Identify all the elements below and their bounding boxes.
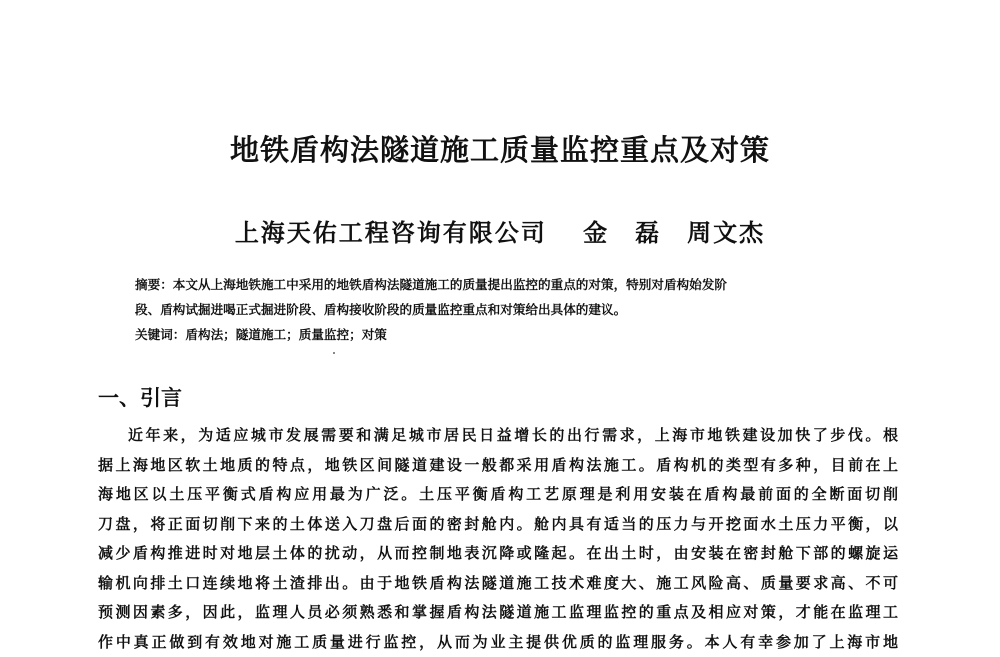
author-line: 上海天佑工程咨询有限公司 金 磊 周文杰 <box>0 213 1000 248</box>
paper-title: 地铁盾构法隧道施工质量监控重点及对策 <box>0 128 1000 169</box>
abstract-text: 段、盾构试掘进喝正式掘进阶段、盾构接收阶段的质量监控重点和对策给出具体的建议。 <box>135 302 626 317</box>
body-line: 刀盘，将正面切削下来的土体送入刀盘后面的密封舱内。舱内具有适当的压力与开挖面水土压力平衡，以 <box>98 510 898 540</box>
abstract-label: 摘要： <box>135 277 173 292</box>
body-line: 输机向排土口连续地将土渣排出。由于地铁盾构法隧道施工技术难度大、施工风险高、质量要求高、不可 <box>98 569 898 599</box>
keywords-text: 盾构法；隧道施工；质量监控；对策 <box>185 327 387 342</box>
section-heading: 一、引言 <box>98 382 182 412</box>
scan-speck <box>333 352 335 354</box>
abstract-block <box>135 272 865 347</box>
body-line: 近年来，为适应城市发展需要和满足城市居民日益增长的出行需求，上海市地铁建设加快了步伐。根 <box>98 421 898 451</box>
body-paragraph <box>98 421 898 657</box>
body-line: 预测因素多，因此，监理人员必须熟悉和掌握盾构法隧道施工监理监控的重点及相应对策，才能在监理工 <box>98 598 898 628</box>
body-line: 海地区以土压平衡式盾构应用最为广泛。土压平衡盾构工艺原理是利用安装在盾构最前面的全断面切削 <box>98 480 898 510</box>
body-line: 据上海地区软土地质的特点，地铁区间隧道建设一般都采用盾构法施工。盾构机的类型有多种，目前在上 <box>98 451 898 481</box>
keywords-label: 关键词： <box>135 327 185 342</box>
abstract-text: 本文从上海地铁施工中采用的地铁盾构法隧道施工的质量提出监控的重点的对策，特别对盾构始发阶 <box>173 277 727 292</box>
body-line: 减少盾构推进时对地层土体的扰动，从而控制地表沉降或隆起。在出土时，由安装在密封舱下部的螺旋运 <box>98 539 898 569</box>
abstract-line <box>135 272 865 297</box>
keywords-line <box>135 322 865 347</box>
body-line: 作中真正做到有效地对施工质量进行监控，从而为业主提供优质的监理服务。本人有幸参加了上海市地 <box>98 628 898 657</box>
abstract-line <box>135 297 865 322</box>
